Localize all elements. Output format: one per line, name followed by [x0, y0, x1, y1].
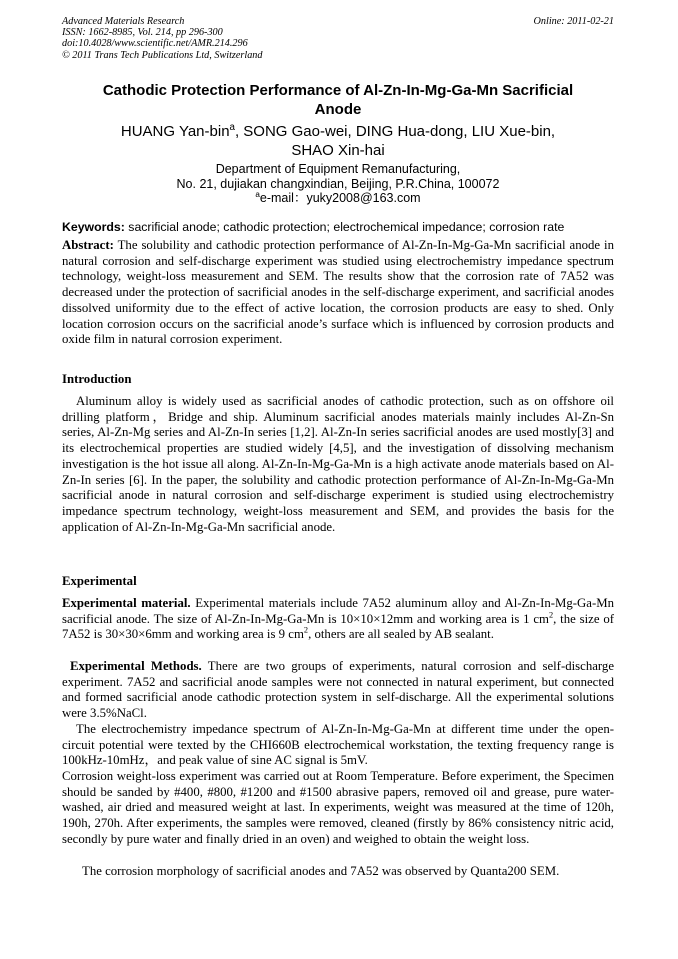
sem-paragraph: The corrosion morphology of sacrificial anodes and 7A52 was observed by Quanta200 SEM.	[82, 864, 560, 878]
author-line-2: SHAO Xin-hai	[291, 141, 385, 159]
affiliation-line-1: Department of Equipment Remanufacturing,	[215, 162, 461, 176]
abstract-text: The solubility and cathodic protection performance of Al-Zn-In-Mg-Ga-Mn sacrificial anode in natural corrosion and self-discharge experiment was studied using electrochemistry impedance spectrum technology, weight-loss measurement and SEM. The results show that the corrosion rate of 7A52 was decreased under the protection of sacrificial anodes in the self-discharge experiment, and sacrificial anodes dissolved uniformity due to the effect of active location, the corrosion products are easy to shed. Only location corrosion occurs on the sacrificial anode’s surface which is influenced by corrosion products and oxide film in natural corrosion experiment.	[62, 238, 614, 347]
introduction-paragraph: Aluminum alloy is widely used as sacrificial anodes of cathodic protection, such as on offshore oil drilling platform，Bridge and ship. Aluminum sacrificial anodes materials mainly includes Al-Zn-Sn series, Al-Zn-Mg series and Al-Zn-In series [1,2]. Al-Zn-In series sacrificial anodes are used mostly[3] and its electrochemical properties are studied widely [4,5], and the investigation of dissolving mechanism investigation is the hot issue all along. Al-Zn-In-Mg-Ga-Mn is a high activate anode materials based on Al-Zn-In series [6]. In the paper, the solubility and cathodic protection performance of Al-Zn-In-Mg-Ga-Mn sacrificial anode in natural corrosion and self-discharge experiment is studied using electrochemistry impedance spectrum technology, weight-loss measurement and SEM, and provides the basis for the application of Al-Zn-In-Mg-Ga-Mn sacrificial anode.	[62, 394, 614, 534]
introduction-heading: Introduction	[62, 372, 132, 386]
keywords	[62, 220, 614, 235]
author-rest: , SONG Gao-wei, DING Hua-dong, LIU Xue-bin,	[234, 123, 556, 140]
experimental-material-text-3: , others are all sealed by AB sealant.	[308, 627, 494, 642]
experimental-methods-text: There are two groups of experiments, natural corrosion and self-discharge experiment. 7A52 and sacrificial anode samples were not connected in natural experiment, but connected and formed sacrificial anode cathodic protection system in self-discharge. All the experimental solutions were 3.5%NaCl.	[62, 659, 615, 721]
abstract	[62, 238, 614, 348]
paper-title	[62, 82, 614, 119]
experimental-methods-label: Experimental Methods.	[70, 659, 202, 673]
experimental-material-paragraph	[62, 596, 614, 643]
affiliation	[62, 162, 614, 206]
author-line-1	[62, 123, 614, 142]
weight-loss-paragraph: Corrosion weight-loss experiment was carried out at Room Temperature. Before experiment, the Specimen should be sanded by #400, #800, #1200 and #1500 abrasive papers, removed oil and grease, pure water-washed, air dried and measured weight at last. In experiments, weight was measured at the time of 120h, 190h, 270h. After experiments, the samples were removed, cleaned (firstly by 86% consistency nitric acid, secondly by pure water and finally dried in an oven) and weighed to obtain the weight loss.	[62, 769, 614, 846]
journal-meta	[62, 16, 262, 61]
keywords-text: sacrificial anode; cathodic protection; electrochemical impedance; corrosion rate	[124, 220, 565, 234]
copyright-line: © 2011 Trans Tech Publications Ltd, Switzerland	[62, 49, 263, 61]
eis-paragraph: The electrochemistry impedance spectrum of Al-Zn-In-Mg-Ga-Mn at different time under the open-circuit potential were texted by the CHI660B electrochemical workstation, the texting frequency range is 100kHz-10mHz，and peak value of sine AC signal is 5mV.	[62, 722, 614, 768]
title-line-2: Anode	[314, 100, 362, 118]
journal-name: Advanced Materials Research	[62, 16, 185, 27]
author-first: HUANG Yan-bin	[120, 123, 230, 140]
abstract-label: Abstract:	[62, 238, 114, 252]
experimental-methods-paragraph	[62, 659, 614, 722]
email-line[interactable]	[62, 191, 614, 206]
author-list	[62, 123, 614, 160]
doi-line[interactable]: doi:10.4028/www.scientific.net/AMR.214.296	[62, 38, 248, 50]
email-sup: a	[255, 190, 260, 200]
experimental-material-sup-2: 2	[303, 626, 309, 636]
keywords-label: Keywords:	[62, 220, 125, 234]
issn-line: ISSN: 1662-8985, Vol. 214, pp 296-300	[62, 27, 223, 39]
experimental-material-sup-1: 2	[549, 610, 554, 620]
online-date: Online: 2011-02-21	[533, 16, 614, 27]
affiliation-line-2: No. 21, dujiakan changxindian, Beijing, P.R.China, 100072	[176, 176, 500, 191]
experimental-material-text-2: , the size of 7A52 is 30×30×6mm and working area is 9 cm	[62, 611, 614, 642]
title-line-1: Cathodic Protection Performance of Al-Zn-In-Mg-Ga-Mn Sacrificial	[102, 82, 574, 99]
experimental-material-text-1: Experimental materials include 7A52 aluminum alloy and Al-Zn-In-Mg-Ga-Mn sacrificial anode. The size of Al-Zn-In-Mg-Ga-Mn is 10×10×12mm and working area is 1 cm	[62, 596, 614, 626]
experimental-material-label: Experimental material.	[62, 596, 191, 610]
author-first-sup: a	[229, 122, 235, 133]
email-text: e-mail：yuky2008@163.com	[259, 191, 421, 206]
experimental-heading: Experimental	[62, 574, 137, 588]
